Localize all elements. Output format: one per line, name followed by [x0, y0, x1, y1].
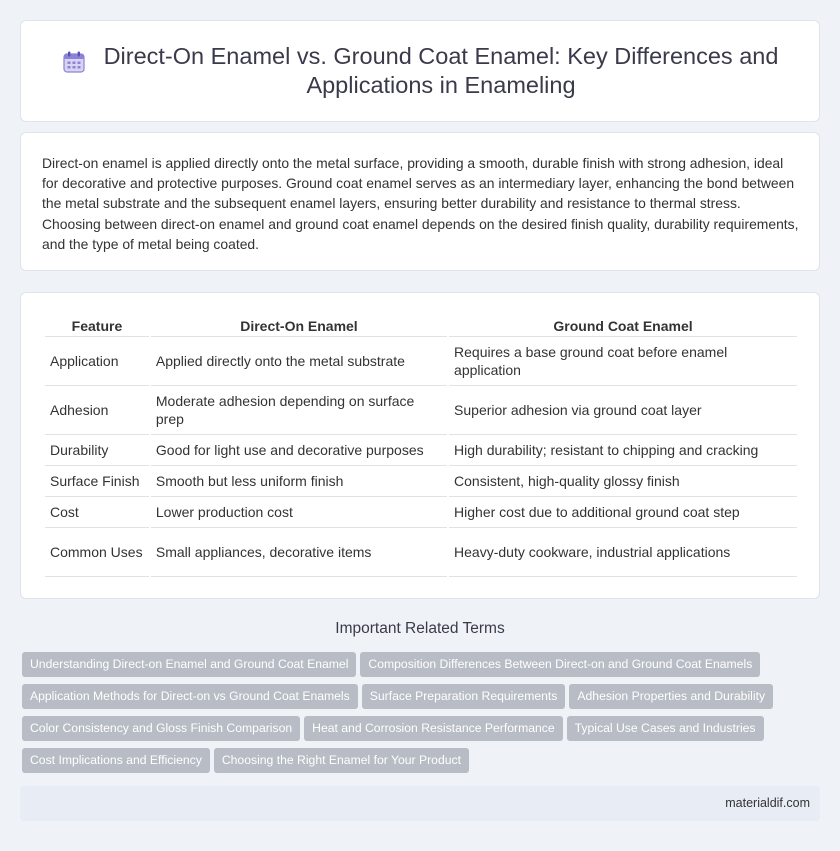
- footer-site[interactable]: materialdif.com: [725, 796, 810, 810]
- table-row: [45, 337, 797, 386]
- cell-ground-coat: Higher cost due to additional ground coat step: [449, 497, 797, 528]
- title-wrap: [61, 42, 779, 100]
- cell-feature: Common Uses: [45, 528, 149, 577]
- cell-ground-coat: High durability; resistant to chipping and cracking: [449, 435, 797, 466]
- comparison-table-card: [20, 292, 820, 599]
- related-term-tag[interactable]: Typical Use Cases and Industries: [567, 716, 764, 741]
- related-term-tag[interactable]: Surface Preparation Requirements: [362, 684, 566, 709]
- page-title: Direct-On Enamel vs. Ground Coat Enamel: Key Differences and Applications in Enameling: [103, 43, 779, 98]
- footer: [20, 786, 820, 821]
- cell-direct-on: Lower production cost: [151, 497, 447, 528]
- cell-direct-on: Good for light use and decorative purposes: [151, 435, 447, 466]
- comparison-table: [43, 315, 799, 577]
- header-direct-on: Direct-On Enamel: [151, 315, 447, 337]
- cell-direct-on: Small appliances, decorative items: [151, 528, 447, 577]
- cell-ground-coat: Superior adhesion via ground coat layer: [449, 386, 797, 435]
- title-card: [20, 20, 820, 122]
- header-feature: Feature: [45, 315, 149, 337]
- cell-direct-on: Moderate adhesion depending on surface prep: [151, 386, 447, 435]
- cell-feature: Adhesion: [45, 386, 149, 435]
- related-term-tag[interactable]: Composition Differences Between Direct-on and Ground Coat Enamels: [360, 652, 760, 677]
- cell-ground-coat: Consistent, high-quality glossy finish: [449, 466, 797, 497]
- table-row: [45, 386, 797, 435]
- related-term-tag[interactable]: Choosing the Right Enamel for Your Product: [214, 748, 469, 773]
- related-term-tag[interactable]: Heat and Corrosion Resistance Performance: [304, 716, 563, 741]
- cell-feature: Durability: [45, 435, 149, 466]
- related-term-tag[interactable]: Understanding Direct-on Enamel and Ground Coat Enamel: [22, 652, 356, 677]
- related-term-tag[interactable]: Cost Implications and Efficiency: [22, 748, 210, 773]
- related-term-tag[interactable]: Adhesion Properties and Durability: [569, 684, 773, 709]
- cell-direct-on: Applied directly onto the metal substrate: [151, 337, 447, 386]
- related-term-tag[interactable]: Application Methods for Direct-on vs Ground Coat Enamels: [22, 684, 358, 709]
- cell-feature: Cost: [45, 497, 149, 528]
- related-term-tag[interactable]: Color Consistency and Gloss Finish Comparison: [22, 716, 300, 741]
- calendar-icon: [61, 49, 87, 75]
- table-row: [45, 466, 797, 497]
- related-terms-tags: [22, 652, 812, 780]
- related-terms-title: Important Related Terms: [335, 620, 505, 637]
- table-header-row: [45, 315, 797, 337]
- cell-direct-on: Smooth but less uniform finish: [151, 466, 447, 497]
- cell-feature: Application: [45, 337, 149, 386]
- table-row: [45, 435, 797, 466]
- cell-ground-coat: Heavy-duty cookware, industrial applications: [449, 528, 797, 577]
- intro-text: Direct-on enamel is applied directly onto the metal surface, providing a smooth, durable finish with strong adhesion, ideal for decorative and protective purposes. Ground coat enamel serves as an intermediary layer, enhancing the bond between the metal substrate and the subsequent enamel layers, ensuring better durability and resistance to thermal stress. Choosing between direct-on enamel and ground coat enamel depends on the desired finish quality, durability requirements, and the type of metal being coated.: [42, 155, 799, 252]
- table-row: [45, 497, 797, 528]
- intro-card: [20, 132, 820, 271]
- table-row: [45, 528, 797, 577]
- header-ground-coat: Ground Coat Enamel: [449, 315, 797, 337]
- cell-feature: Surface Finish: [45, 466, 149, 497]
- cell-ground-coat: Requires a base ground coat before enamel application: [449, 337, 797, 386]
